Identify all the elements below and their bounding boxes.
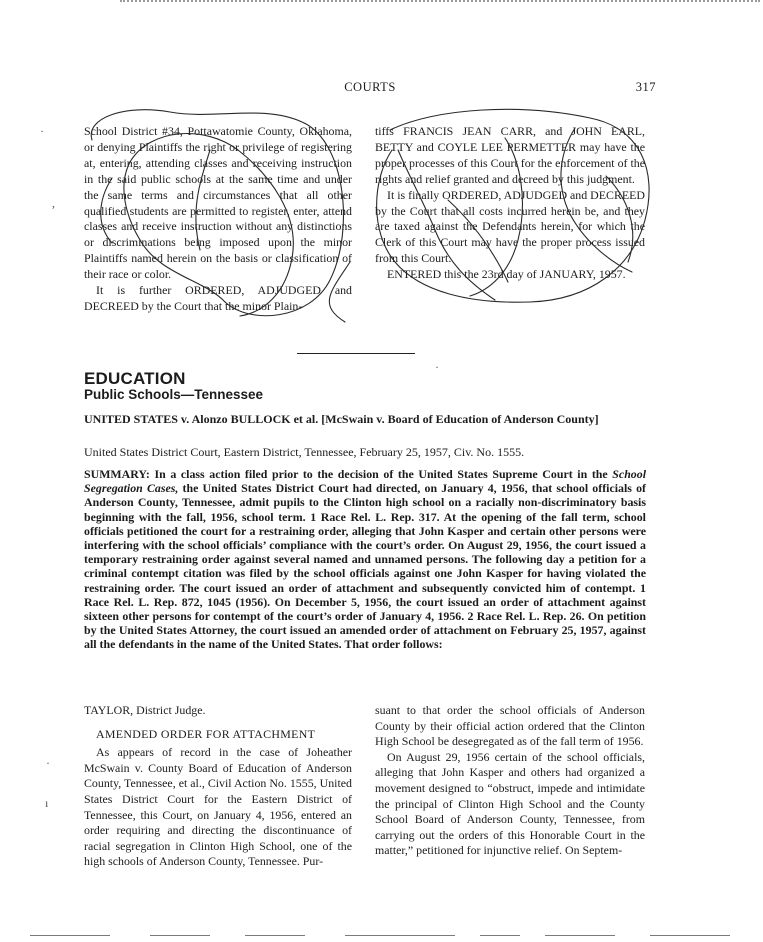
margin-mark: · [435, 360, 439, 374]
scan-top-edge [120, 0, 760, 6]
section-divider [297, 353, 415, 354]
section-subtitle: Public Schools—Tennessee [84, 387, 264, 402]
margin-mark: · [40, 124, 44, 138]
scan-bottom-edge [30, 935, 110, 938]
case-citation: United States District Court, Eastern District, Tennessee, February 25, 1957, Civ. No. 1555. [84, 445, 525, 459]
scan-bottom-edge [480, 935, 520, 938]
entered-date: ENTERED this the 23rd day of JANUARY, 1957. [387, 267, 626, 282]
page-number: 317 [635, 80, 656, 94]
top-left-column [84, 124, 352, 315]
scan-bottom-edge [650, 935, 730, 938]
bottom-right-column [375, 703, 645, 859]
top-right-column [375, 124, 645, 283]
order-paragraph: School District #34, Pottawatomie County, Oklahoma, or denying Plaintiffs the right or privilege of registering at, entering, attending classes and receiving instruction in the said public schools at the same time and under the same terms and circumstances that all other qualified students are permitted to register, enter, attend classes and receive instruction without any distinctions or discriminations being imposed upon the minor Plaintiffs named herein on the basis or classification of their race or color. [84, 124, 352, 282]
margin-mark: ı [45, 796, 49, 810]
scan-bottom-edge [345, 935, 455, 938]
case-title: UNITED STATES v. Alonzo BULLOCK et al. [McSwain v. Board of Education of Anderson County] [84, 412, 599, 426]
order-heading: AMENDED ORDER FOR ATTACHMENT [96, 726, 316, 741]
scan-bottom-edge [150, 935, 210, 938]
summary-text: the United States District Court had directed, on January 4, 1956, that school officials of Anderson County, Tennessee, admit pupils to the Clinton high school on a racially non-discriminatory basis beginning with the fall, 1956, school term. 1 Race Rel. L. Rep. 317. At the opening of the fall term, school officials petitioned the court for a restraining order, alleging that John Kasper and certain other persons were interfering with the school officials’ compliance with the court’s order. On August 29, 1956, the court issued a temporary restraining order against several named and unnamed persons. The following day a petition for a criminal contempt citation was filed by the school officials against one John Kasper for having violated the restraining order. The court issued an order of attachment and subsequently convicted him of contempt. 1 Race Rel. L. Rep. 872, 1045 (1956). On December 5, 1956, the court issued an order of attachment against sixteen other persons for contempt of the court’s order of January 4, 1956. 2 Race Rel. L. Rep. 26. On petition by the United States Attorney, the court issued an amended order of attachment on February 25, 1957, against all the defendants in the name of the United States. That order follows: [84, 481, 646, 652]
order-paragraph: On August 29, 1956 certain of the school officials, alleging that John Kasper and others had organized a movement designed to “obstruct, impede and intimidate the principal of Clinton High School and the County School Board of Anderson County, Tennessee, from carrying out the orders of this Honorable Court in the matter,” petitioned for injunctive relief. On Septem- [375, 749, 645, 858]
section-title: EDUCATION [84, 369, 186, 388]
order-paragraph: suant to that order the school officials of Anderson County by their official action ordered that the Clinton High School be desegregated as of the fall term of 1956. [375, 703, 645, 749]
order-paragraph: It is further ORDERED, ADJUDGED and DECREED by the Court that the minor Plain- [84, 283, 352, 313]
order-paragraph: tiffs FRANCIS JEAN CARR, and JOHN EARL, BETTY and COYLE LEE PERMETTER may have the proper processes of this Court for the enforcement of the rights and relief granted and decreed by this judgment. [375, 124, 645, 186]
bottom-left-column [84, 703, 352, 870]
order-paragraph: As appears of record in the case of Joheather McSwain v. County Board of Education of Anderson County, Tennessee, et al., Civil Action No. 1555, United States District Court for the Eastern District of Tennessee, this Court, on January 4, 1956, entered an order requiring and directing the discontinuance of racial segregation in Clinton High School, one of the high schools of Anderson County, Tennessee. Pur- [84, 745, 352, 869]
running-title: COURTS [344, 80, 396, 94]
page-header [84, 80, 656, 98]
margin-mark: , [52, 196, 55, 210]
order-paragraph: It is finally ORDERED, ADJUDGED and DECREED by the Court that all costs incurred herein be, and they are taxed against the Defendants herein, for which the Clerk of this Court may have the proper process issued from this Court. [375, 187, 645, 266]
case-summary [84, 467, 646, 652]
summary-case-name: School Segregation Cases, [84, 467, 646, 496]
margin-mark: · [46, 756, 50, 770]
summary-text: In a class action filed prior to the decision of the United States Supreme Court in the [149, 467, 613, 481]
summary-label: SUMMARY: [84, 467, 150, 481]
scan-bottom-edge [245, 935, 305, 938]
judge-line: TAYLOR, District Judge. [84, 703, 206, 717]
scan-bottom-edge [545, 935, 615, 938]
